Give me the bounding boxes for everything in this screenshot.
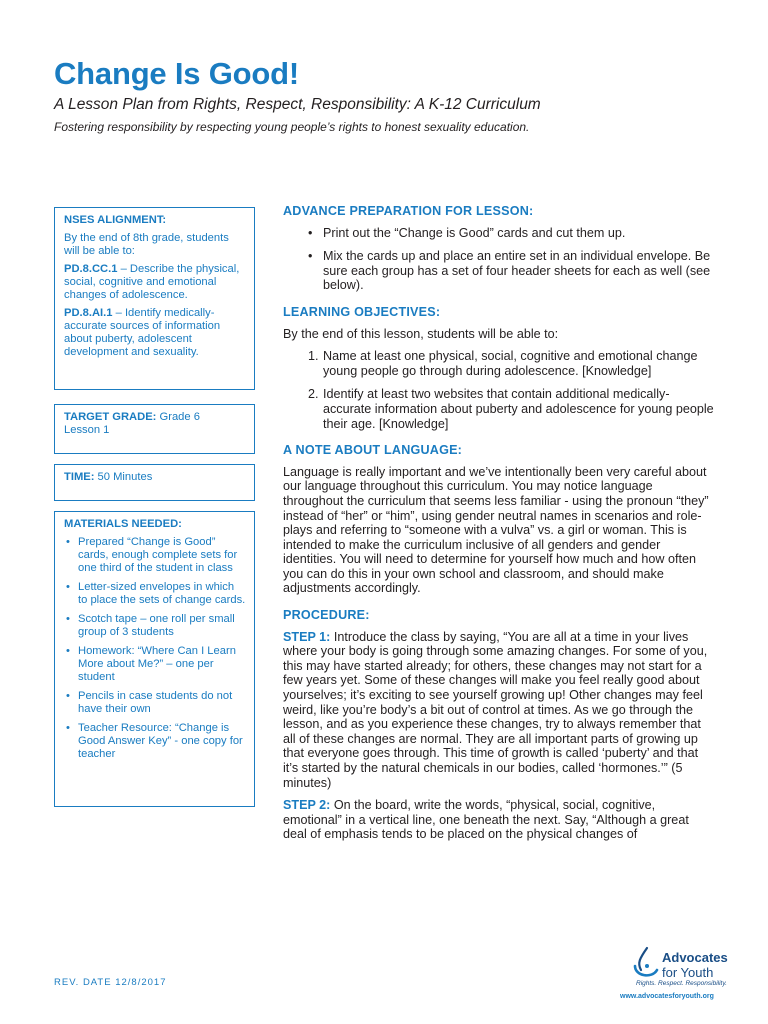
nses-alignment-box	[54, 207, 255, 390]
standard-code: PD.8.CC.1	[64, 263, 118, 275]
target-grade-label: TARGET GRADE:	[64, 411, 157, 423]
list-item: • Print out the “Change is Good” cards and cut them up.	[283, 226, 715, 241]
list-item: • Prepared “Change is Good” cards, enough complete sets for one third of the student in class	[64, 536, 246, 575]
procedure-step-2	[283, 798, 715, 842]
advance-prep-list	[283, 226, 715, 293]
procedure-heading: PROCEDURE:	[283, 608, 370, 623]
item-number: 1.	[308, 349, 319, 364]
time-label: TIME:	[64, 471, 95, 483]
materials-list	[64, 536, 246, 761]
step-text: On the board, write the words, “physical, social, cognitive, emotional” in a vertical line, one beneath the next. Say, “Although a great deal of emphasis tends to be placed on the physical changes of	[283, 798, 689, 842]
logo-tagline: Rights. Respect. Responsibility.	[636, 980, 727, 987]
objectives-intro: By the end of this lesson, students will be able to:	[283, 326, 559, 341]
time-value: 50 Minutes	[94, 471, 153, 483]
standard-text: – Identify medically-accurate sources of information about puberty, adolescent development and sexuality.	[64, 307, 221, 358]
advocates-for-youth-logo	[620, 942, 740, 1004]
list-item: • Mix the cards up and place an entire set in an individual envelope. Be sure each group has a set of four header sheets for each as well (see below).	[283, 249, 715, 293]
tagline: Fostering responsibility by respecting young people’s rights to honest sexuality education.	[54, 120, 530, 134]
page-title: Change Is Good!	[54, 56, 300, 91]
step-label: STEP 1:	[283, 629, 331, 644]
item-text: Identify at least two websites that contain additional medically-accurate information about puberty and adolescence for young people their age. [Knowledge]	[323, 387, 714, 431]
time-line	[64, 471, 246, 484]
language-heading: A NOTE ABOUT LANGUAGE:	[283, 443, 463, 458]
time-box	[54, 464, 255, 501]
materials-heading: MATERIALS NEEDED:	[64, 518, 182, 530]
subtitle: A Lesson Plan from Rights, Respect, Responsibility: A K-12 Curriculum	[54, 96, 541, 113]
list-item: • Letter-sized envelopes in which to place the sets of change cards.	[64, 581, 246, 607]
target-grade-box	[54, 404, 255, 454]
item-text: Name at least one physical, social, cognitive and emotional change young people go through during adolescence. [Knowledge]	[323, 349, 698, 378]
website-url: www.advocatesforyouth.org	[620, 993, 714, 1000]
target-grade-line	[64, 411, 246, 424]
target-grade-value: Grade 6	[156, 411, 200, 423]
list-item: • Homework: “Where Can I Learn More about Me?” – one per student	[64, 645, 246, 684]
procedure-step-1	[283, 630, 715, 791]
list-item	[283, 349, 715, 378]
list-item	[283, 387, 715, 431]
list-item: • Teacher Resource: “Change is Good Answer Key” - one copy for teacher	[64, 722, 246, 761]
list-item: • Pencils in case students do not have their own	[64, 690, 246, 716]
logo-name-line-1: Advocates	[662, 950, 728, 965]
step-label: STEP 2:	[283, 798, 331, 813]
objectives-list	[283, 349, 715, 431]
advance-prep-heading: ADVANCE PREPARATION FOR LESSON:	[283, 204, 534, 218]
standard-code: PD.8.AI.1	[64, 307, 113, 319]
water-drop-logo-icon	[632, 946, 660, 980]
nses-intro: By the end of 8th grade, students will be able to:	[64, 232, 229, 257]
objectives-heading: LEARNING OBJECTIVES:	[283, 304, 441, 319]
language-paragraph: Language is really important and we’ve intentionally been very careful about our language throughout this curriculum. You may notice language throughout the curriculum that seems less familiar - using the pronoun “they” instead of “her” or “him”, using gender neutral names in scenarios and role-plays and referring to “someone with a vulva” vs. a girl or woman. This is intended to make the curriculum inclusive of all genders and gender identities. You will need to determine for yourself how much and how often you can do this in your own school and classroom, and should make adjustments accordingly.	[283, 464, 709, 596]
nses-heading: NSES ALIGNMENT:	[64, 214, 167, 226]
item-number: 2.	[308, 387, 319, 402]
materials-box	[54, 511, 255, 807]
standard-text: – Describe the physical, social, cognitive and emotional changes of adolescence.	[64, 263, 240, 301]
step-text: Introduce the class by saying, “You are all at a time in your lives where your body is going through some amazing changes. For some of you, this may have started already; for others, these changes may not start for a few years yet. Some of these changes will make you feel really good about yourselves; it’s exciting to see yourself growing up! Other changes may feel weird, like you’re body’s a bit out of control at times. As we go through the lesson, and as you experience these changes, try to always remember that all of these changes are normal. They are all important parts of growing up that everyone goes through. This time of growth is called ‘puberty’ and that it’s started by the natural chemicals in our bodies, called ‘hormones.’” (5 minutes)	[283, 629, 708, 790]
logo-name-line-2: for Youth	[662, 965, 714, 980]
main-content	[283, 204, 715, 850]
nses-standard-2	[64, 307, 246, 359]
lesson-number: Lesson 1	[64, 424, 110, 436]
list-item: • Scotch tape – one roll per small group of 3 students	[64, 613, 246, 639]
revision-date: REV. DATE 12/8/2017	[54, 977, 167, 988]
nses-standard-1	[64, 263, 246, 302]
